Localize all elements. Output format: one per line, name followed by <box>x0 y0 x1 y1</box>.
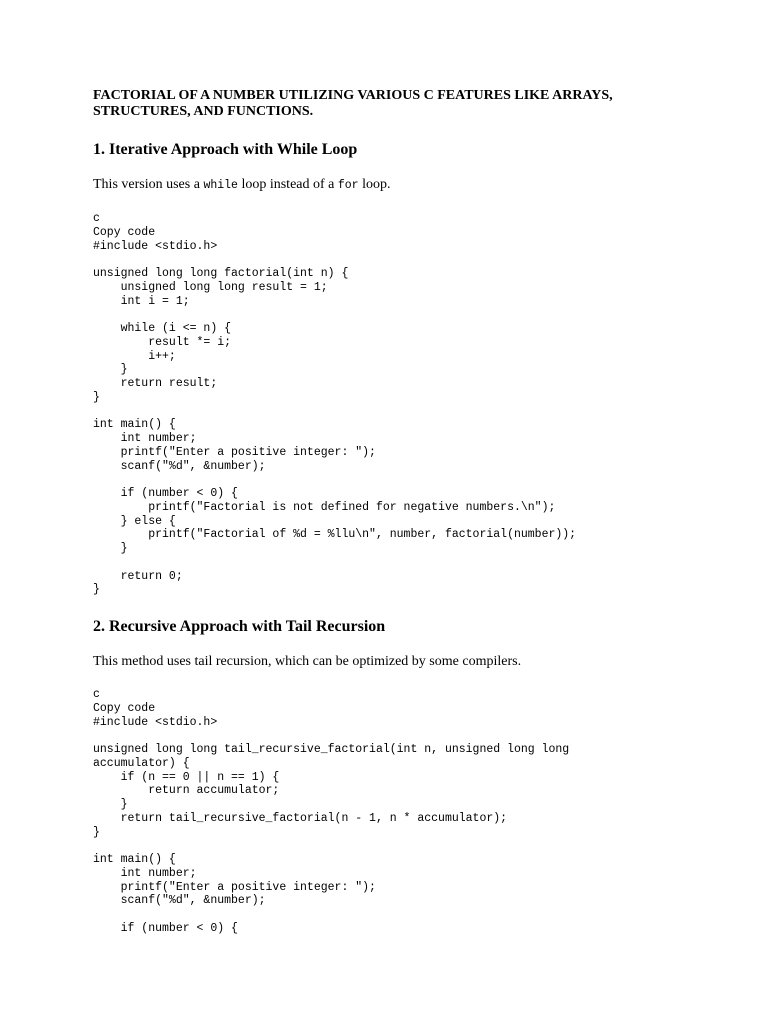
section-1-intro-text-middle: loop instead of a <box>237 177 338 192</box>
inline-code-while: while <box>203 179 238 192</box>
section-1-intro-text-start: This version uses a <box>93 177 204 192</box>
document-content <box>93 88 733 936</box>
section-1-heading: 1. Iterative Approach with While Loop <box>93 141 358 158</box>
section-1-intro-text-end: loop. <box>358 177 391 192</box>
section-2-code-block: c Copy code #include <stdio.h> unsigned long long tail_recursive_factorial(int n, unsigned long long accumulator) { if (n == 0 || n == 1) { return accumulator; } return tail_recursive_factorial(n - 1, n * accumulator); } int main() { int number; printf("Enter a positive integer: "); scanf("%d", &number); if (number < 0) { <box>93 688 570 935</box>
inline-code-for: for <box>337 179 359 192</box>
section-2-heading: 2. Recursive Approach with Tail Recursion <box>93 618 386 635</box>
document-title: FACTORIAL OF A NUMBER UTILIZING VARIOUS C FEATURES LIKE ARRAYS, STRUCTURES, AND FUNCTIONS. <box>93 88 613 119</box>
section-1-intro <box>93 176 733 195</box>
section-2-intro: This method uses tail recursion, which can be optimized by some compilers. <box>93 654 522 669</box>
section-1-code-block: c Copy code #include <stdio.h> unsigned long long factorial(int n) { unsigned long long result = 1; int i = 1; while (i <= n) { result *= i; i++; } return result; } int main() { int number; printf("Enter a positive integer: "); scanf("%d", &number); if (number < 0) { printf("Factorial is not defined for negative numbers.\n"); } else { printf("Factorial of %d = %llu\n", number, factorial(number)); } return 0; } <box>93 212 577 597</box>
